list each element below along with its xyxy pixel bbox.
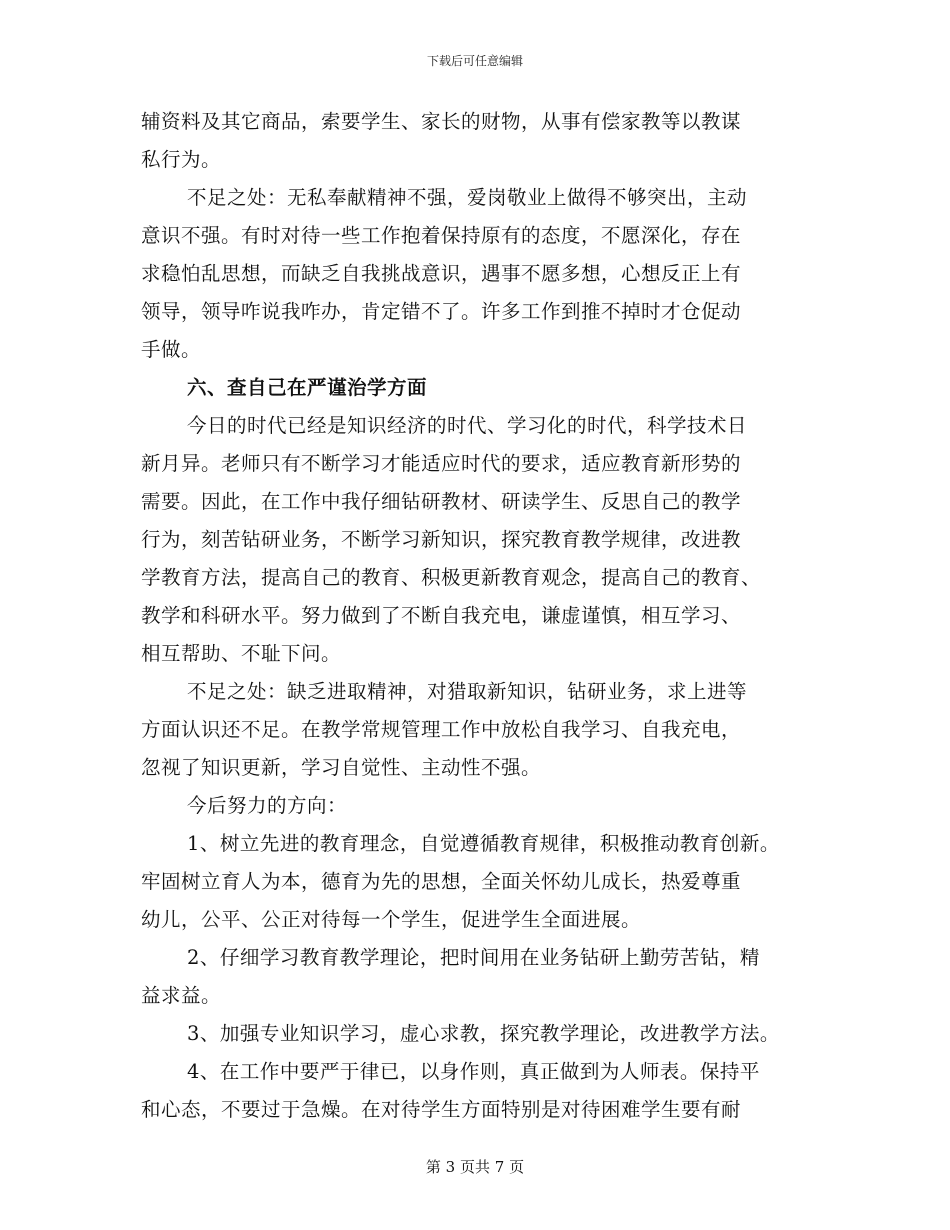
text-line: 方面认识还不足。在教学常规管理工作中放松自我学习、自我充电， [141,718,742,741]
text-line: 手做。 [141,338,202,361]
text-line: 忽视了知识更新，学习自觉性、主动性不强。 [141,756,542,779]
text-line: 需要。因此，在工作中我仔细钻研教材、研读学生、反思自己的教学 [141,490,742,513]
text-line: 意识不强。有时对待一些工作抱着保持原有的态度，不愿深化，存在 [141,224,742,247]
page-footer: 第 3 页共 7 页 [425,1158,525,1176]
page-header: 下载后可任意编辑 [426,54,523,68]
text-line: 3、加强专业知识学习，虚心求教，探究教学理论，改进教学方法。 [187,1022,780,1045]
text-line: 学教育方法，提高自己的教育、积极更新教育观念，提高自己的教育、 [141,566,762,589]
text-line: 私行为。 [141,148,222,171]
text-line: 新月异。老师只有不断学习才能适应时代的要求，适应教育新形势的 [141,452,742,475]
text-line: 2、仔细学习教育教学理论，把时间用在业务钻研上勤劳苦钻，精 [187,946,760,969]
text-line: 不足之处：无私奉献精神不强，爱岗敬业上做得不够突出，主动 [187,186,748,209]
text-line: 牢固树立育人为本，德育为先的思想，全面关怀幼儿成长，热爱尊重 [141,870,742,893]
text-line: 不足之处：缺乏进取精神，对猎取新知识，钻研业务，求上进等 [187,680,748,703]
text-line: 1、树立先进的教育理念，自觉遵循教育规律，积极推动教育创新。 [187,832,780,855]
text-line: 4、在工作中要严于律已，以身作则，真正做到为人师表。保持平 [187,1060,760,1083]
text-line: 辅资料及其它商品，索要学生、家长的财物，从事有偿家教等以教谋 [141,110,742,133]
text-line: 领导，领导咋说我咋办，肯定错不了。许多工作到推不掉时才仓促动 [141,300,742,323]
text-line: 益求益。 [141,984,222,1007]
text-line: 幼儿，公平、公正对待每一个学生，促进学生全面进展。 [141,908,642,931]
text-line: 教学和科研水平。努力做到了不断自我充电，谦虚谨慎，相互学习、 [141,604,742,627]
text-line: 相互帮助、不耻下问。 [141,642,342,665]
text-line: 和心态，不要过于急燥。在对待学生方面特别是对待困难学生要有耐 [141,1098,742,1121]
section-heading: 六、查自己在严谨治学方面 [187,376,428,399]
text-line: 行为，刻苦钻研业务，不断学习新知识，探究教育教学规律，改进教 [141,528,742,551]
document-body [141,103,821,1129]
text-line: 今后努力的方向： [187,794,348,817]
text-line: 求稳怕乱思想，而缺乏自我挑战意识，遇事不愿多想，心想反正上有 [141,262,742,285]
text-line: 今日的时代已经是知识经济的时代、学习化的时代，科学技术日 [187,414,748,437]
